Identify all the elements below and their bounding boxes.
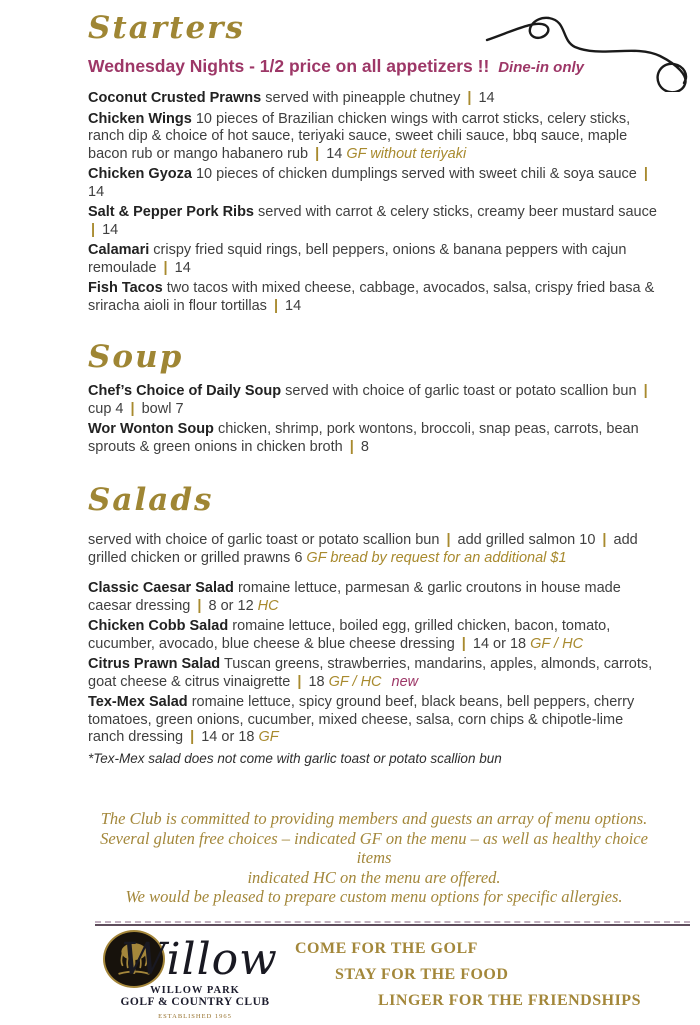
menu-item-menu-item-text: 14 xyxy=(88,184,104,200)
footer xyxy=(95,930,700,1016)
menu-item xyxy=(88,280,660,315)
menu-item-menu-item-text: 8 or 12 xyxy=(208,598,253,614)
menu-item-menu-item-text: two tacos with mixed cheese, cabbage, avocados, salsa, crispy fried basa & sriracha aioli in flour tortillas xyxy=(88,280,654,314)
menu-item-pipe-separator: | xyxy=(128,401,138,417)
intro-dietary-tag: GF bread by request for an additional $1 xyxy=(306,550,566,566)
menu-item-pipe-separator: | xyxy=(464,90,474,106)
menu-item-menu-item-text: 18 xyxy=(308,674,324,690)
menu-item-dietary-tag: HC xyxy=(258,598,279,614)
menu-item xyxy=(88,111,660,164)
menu-item-pipe-separator: | xyxy=(459,636,469,652)
menu-item-name: Coconut Crusted Prawns xyxy=(88,90,261,106)
menu-item-pipe-separator: | xyxy=(187,729,197,745)
menu-item-menu-item-text: 14 xyxy=(102,222,118,238)
divider-dashed xyxy=(95,921,690,923)
club-note-line: The Club is committed to providing members and guests an array of menu options. xyxy=(88,809,660,829)
menu-item-pipe-separator: | xyxy=(161,260,171,276)
section-title-soup: Soup xyxy=(88,335,660,379)
menu-item xyxy=(88,166,660,201)
menu-item-name: Chicken Gyoza xyxy=(88,166,192,182)
menu-item-pipe-separator: | xyxy=(88,222,98,238)
tagline-food: STAY FOR THE FOOD xyxy=(335,962,641,988)
menu-item-dietary-tag: GF / HC xyxy=(329,674,382,690)
menu-item-pipe-separator: | xyxy=(294,674,304,690)
menu-item-name: Classic Caesar Salad xyxy=(88,580,234,596)
menu-item-dietary-tag: GF xyxy=(258,729,278,745)
promo-text: Wednesday Nights - 1/2 price on all appetizers !! xyxy=(88,56,489,76)
menu-item-name: Salt & Pepper Pork Ribs xyxy=(88,204,254,220)
menu-item-menu-item-text: crispy fried squid rings, bell peppers, onions & banana peppers with cajun remoulade xyxy=(88,242,626,276)
menu-item-menu-item-text: served with pineapple chutney xyxy=(265,90,460,106)
menu-item-name: Chicken Cobb Salad xyxy=(88,618,228,634)
menu-item-pipe-separator: | xyxy=(347,439,357,455)
section-intro xyxy=(88,532,660,567)
menu-item-pipe-separator: | xyxy=(312,146,322,162)
menu-item-name: Citrus Prawn Salad xyxy=(88,656,220,672)
menu-item-pipe-separator: | xyxy=(641,166,651,182)
section-footnote: *Tex-Mex salad does not come with garlic toast or potato scallion bun xyxy=(88,750,660,768)
willow-logo xyxy=(95,930,295,1016)
intro-menu-item-text: add grilled salmon 10 xyxy=(458,532,596,548)
club-note-line: indicated HC on the menu are offered. xyxy=(88,868,660,888)
club-note-line: We would be pleased to prepare custom menu options for specific allergies. xyxy=(88,887,660,907)
menu-item-menu-item-text: Tuscan greens, strawberries, mandarins, apples, almonds, carrots, goat cheese & citrus vinaigrette xyxy=(88,656,652,690)
menu-item-name: Chicken Wings xyxy=(88,111,192,127)
menu-item xyxy=(88,90,660,108)
menu-item xyxy=(88,204,660,239)
menu-item xyxy=(88,421,660,456)
section-title-starters: Starters xyxy=(88,6,660,50)
menu-item-name: Calamari xyxy=(88,242,149,258)
menu-item-pipe-separator: | xyxy=(271,298,281,314)
tagline-friendships: LINGER FOR THE FRIENDSHIPS xyxy=(378,988,641,1014)
intro-menu-item-text: add grilled chicken or grilled prawns 6 xyxy=(88,532,638,566)
intro-menu-item-text: served with choice of garlic toast or potato scallion bun xyxy=(88,532,439,548)
menu-item-name: Fish Tacos xyxy=(88,280,163,296)
menu-item-menu-item-text: served with carrot & celery sticks, creamy beer mustard sauce xyxy=(258,204,657,220)
menu-item-name: Chef’s Choice of Daily Soup xyxy=(88,383,281,399)
menu-item-pipe-separator: | xyxy=(194,598,204,614)
menu-item xyxy=(88,242,660,277)
menu-item xyxy=(88,618,660,653)
menu-item-menu-item-text: 14 xyxy=(285,298,301,314)
menu-item-menu-item-text: bowl 7 xyxy=(142,401,184,417)
intro-pipe-separator: | xyxy=(599,532,609,548)
club-commitment-note xyxy=(88,809,660,907)
menu-item-menu-item-text: cup 4 xyxy=(88,401,123,417)
flourish-swirl-icon xyxy=(483,4,698,92)
menu-item xyxy=(88,580,660,615)
menu-item-menu-item-text: chicken, shrimp, pork wontons, broccoli, snap peas, carrots, bean sprouts & green onions in chicken broth xyxy=(88,421,639,455)
menu-item xyxy=(88,656,660,691)
brand-name: Willow xyxy=(121,936,301,984)
tagline-golf: COME FOR THE GOLF xyxy=(295,936,641,962)
menu-item-menu-item-text: 14 xyxy=(175,260,191,276)
menu-item-dietary-tag: GF / HC xyxy=(530,636,583,652)
menu-item-name: Wor Wonton Soup xyxy=(88,421,214,437)
menu-item xyxy=(88,383,660,418)
menu-item-dietary-tag: GF without teriyaki xyxy=(346,146,466,162)
brand-established: ESTABLISHED 1965 xyxy=(95,1008,295,1025)
menu-item-menu-item-text: 10 pieces of chicken dumplings served with sweet chili & soya sauce xyxy=(196,166,637,182)
menu-item-menu-item-text: 14 xyxy=(478,90,494,106)
taglines xyxy=(295,930,641,1016)
menu-item-name: Tex-Mex Salad xyxy=(88,694,188,710)
menu-sections xyxy=(88,6,660,767)
menu-item-menu-item-text: romaine lettuce, boiled egg, grilled chicken, bacon, tomato, cucumber, avocado, blue cheese & blue cheese dressing xyxy=(88,618,610,652)
promo-emphasis: Dine-in only xyxy=(498,59,584,76)
brand-club-name: WILLOW PARK xyxy=(95,982,295,1000)
menu-section-soup xyxy=(88,335,660,456)
brand-club-type: GOLF & COUNTRY CLUB xyxy=(95,994,295,1012)
divider-line xyxy=(95,924,690,926)
menu-item-new-badge: new xyxy=(392,674,419,690)
section-title-salads: Salads xyxy=(88,478,660,522)
menu-item-menu-item-text: 14 xyxy=(326,146,342,162)
menu-item-menu-item-text: romaine lettuce, parmesan & garlic croutons in house made caesar dressing xyxy=(88,580,621,614)
menu-item-menu-item-text: served with choice of garlic toast or potato scallion bun xyxy=(285,383,636,399)
menu-item-menu-item-text: 14 or 18 xyxy=(473,636,526,652)
menu-item-menu-item-text: 10 pieces of Brazilian chicken wings with carrot sticks, celery sticks, ranch dip & choice of hot sauce, teriyaki sauce, sweet chili sauce, bbq sauce, maple bacon rub or mango habanero rub xyxy=(88,111,630,162)
intro-pipe-separator: | xyxy=(443,532,453,548)
menu-item-menu-item-text: romaine lettuce, spicy ground beef, black beans, bell peppers, cherry tomatoes, green onions, cucumber, mixed cheese, salsa, corn chips & chipotle-lime ranch dressing xyxy=(88,694,634,745)
club-note-line: Several gluten free choices – indicated GF on the menu – as well as healthy choice items xyxy=(88,829,660,868)
menu-item-menu-item-text: 8 xyxy=(361,439,369,455)
menu-item-pipe-separator: | xyxy=(641,383,651,399)
menu-item-menu-item-text: 14 or 18 xyxy=(201,729,254,745)
menu-section-salads xyxy=(88,478,660,767)
menu-item xyxy=(88,694,660,747)
